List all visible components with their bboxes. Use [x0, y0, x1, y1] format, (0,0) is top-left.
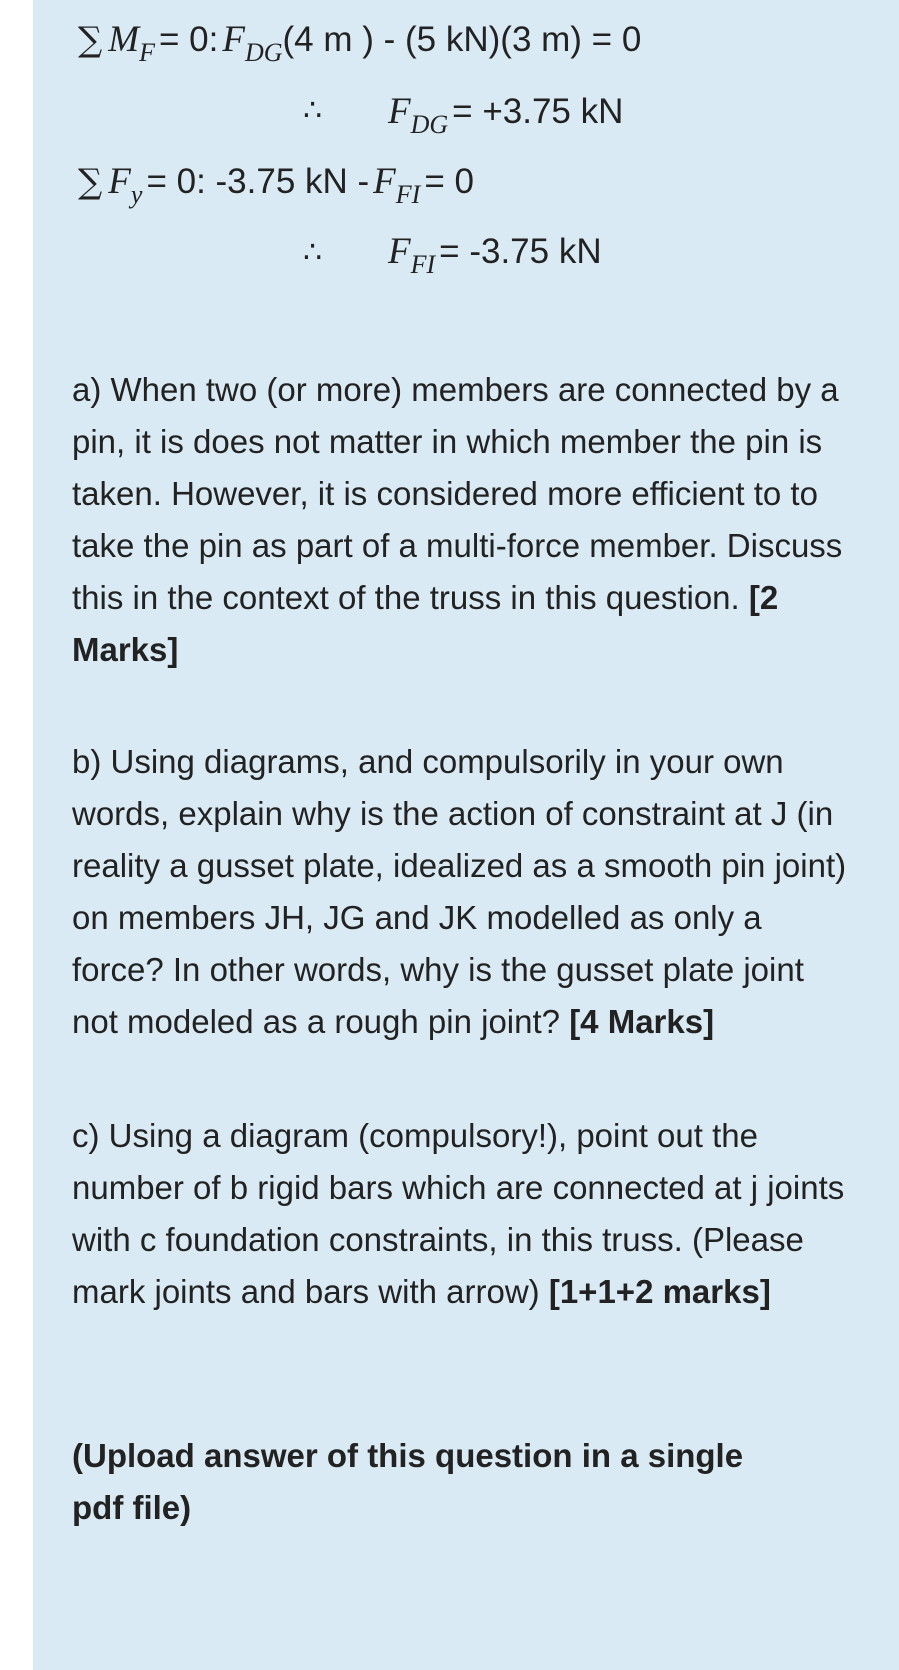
equation-ffi-value — [388, 230, 602, 279]
ffi-value: = -3.75 kN — [439, 232, 602, 271]
question-b-text: b) Using diagrams, and compulsorily in your own words, explain why is the action of constraint at J (in reality a gusset plate, idealized as a smooth pin joint) on members JH, JG and JK modelled as only a force? In other words, why is the gusset plate joint not modeled as a rough pin joint? — [72, 743, 847, 1040]
question-b-marks: [4 Marks] — [569, 1003, 715, 1040]
sigma-symbol: ∑ — [78, 162, 103, 202]
fy-variable: F — [108, 161, 131, 202]
fdg-value: = +3.75 kN — [452, 92, 624, 131]
question-c-marks: [1+1+2 marks] — [548, 1273, 771, 1310]
equation-fy-sum — [78, 160, 474, 209]
fdg-subscript: DG — [410, 110, 449, 139]
upload-note: (Upload answer of this question in a single pdf file) — [72, 1437, 744, 1526]
moment-subscript: F — [139, 38, 155, 67]
moment-variable: M — [108, 19, 140, 60]
equation-middle: = 0: — [159, 20, 219, 59]
question-a-text: a) When two (or more) members are connected by a pin, it is does not matter in which member the pin is taken. However, it is considered more efficient to to take the pin as part of a multi-force member. Discuss this in the context of the truss in this question. — [72, 371, 843, 616]
therefore-symbol: ∴ — [303, 93, 323, 128]
force-variable: F — [222, 19, 245, 60]
equation-fdg-value — [388, 90, 624, 139]
equation-moment-sum — [78, 18, 642, 67]
equation-rest: (4 m ) - (5 kN)(3 m) = 0 — [282, 20, 642, 59]
equation-middle: = 0: -3.75 kN - — [146, 162, 370, 201]
equation-rest: = 0 — [424, 162, 474, 201]
question-b — [72, 736, 852, 1048]
equation-fdg-result — [303, 93, 322, 128]
ffi-result-variable: F — [388, 231, 411, 272]
ffi-variable: F — [373, 161, 396, 202]
ffi-result-subscript: FI — [410, 250, 436, 279]
question-c-text: c) Using a diagram (compulsory!), point out the number of b rigid bars which are connected at j joints with c foundation constraints, in this truss. (Please mark joints and bars with arrow) — [72, 1117, 845, 1310]
fdg-variable: F — [388, 91, 411, 132]
sigma-symbol: ∑ — [78, 20, 103, 60]
question-a — [72, 364, 852, 676]
equation-ffi-result — [303, 235, 322, 270]
question-a-marks: [2 Marks] — [72, 579, 779, 668]
fy-subscript: y — [130, 180, 143, 209]
force-subscript: DG — [244, 38, 283, 67]
ffi-subscript: FI — [395, 180, 421, 209]
question-c — [72, 1110, 852, 1318]
therefore-symbol: ∴ — [303, 235, 323, 270]
